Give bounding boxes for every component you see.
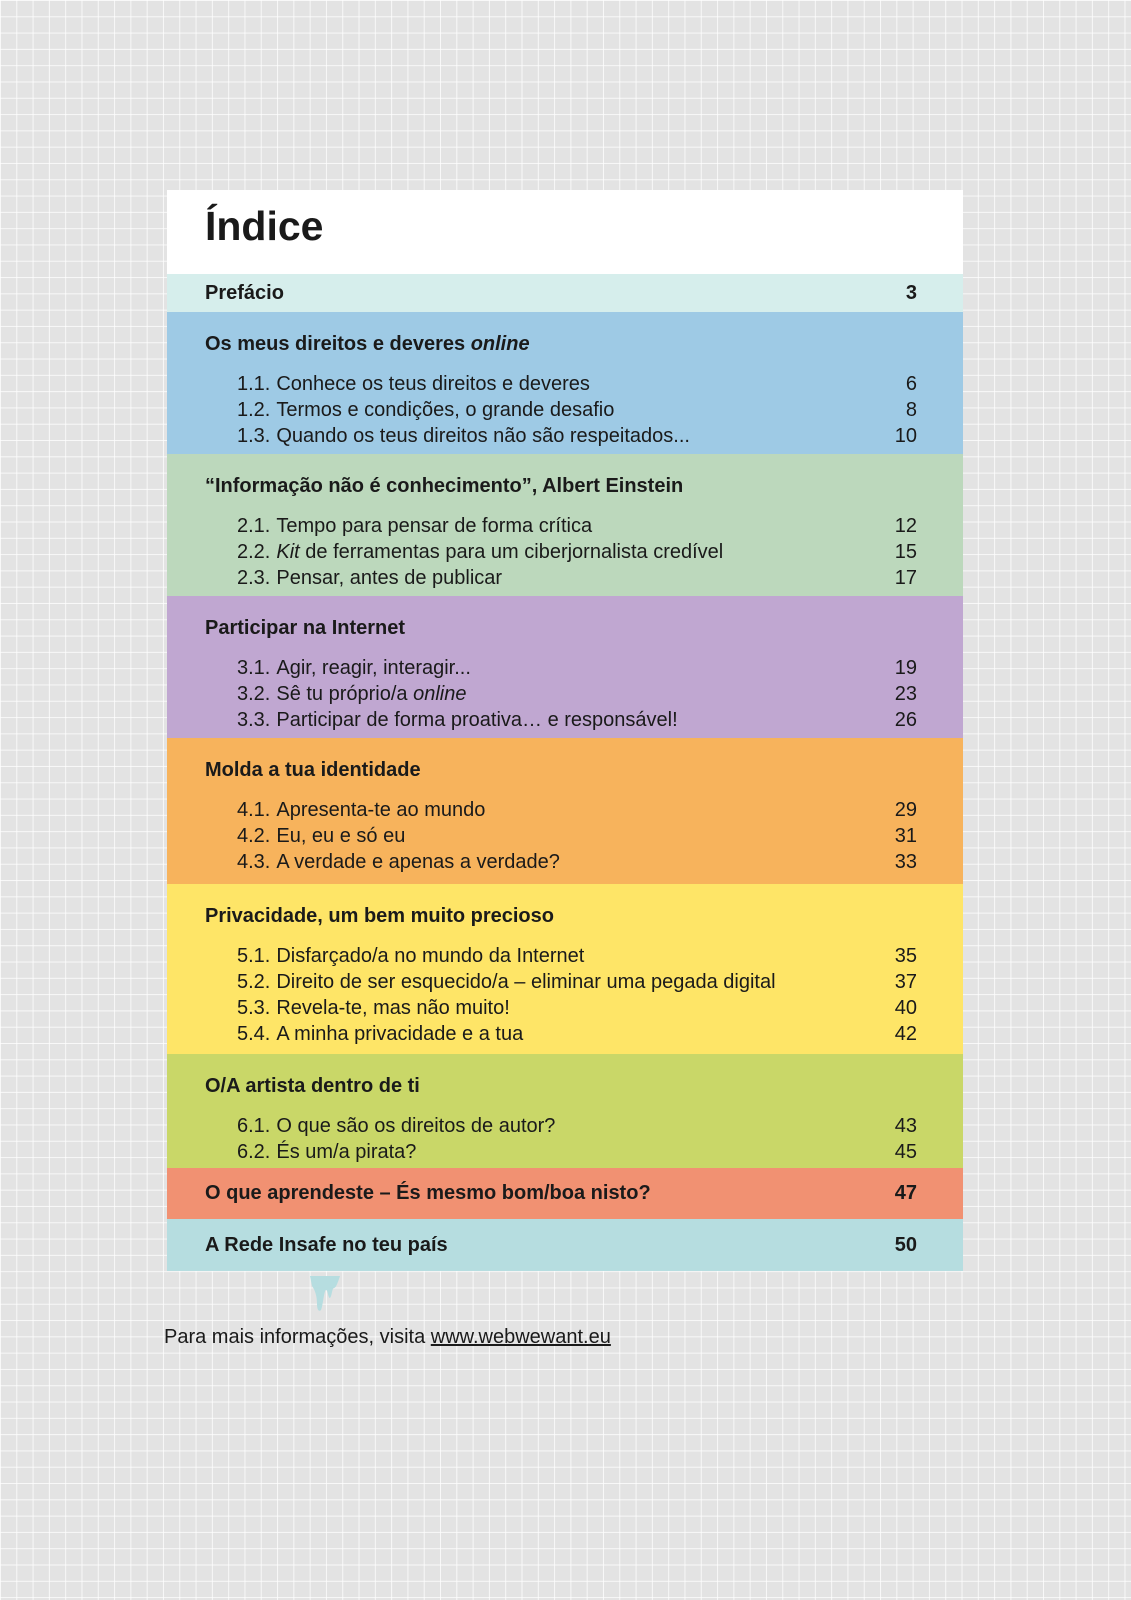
item-number: 5.3.: [237, 997, 271, 1019]
list-item[interactable]: [205, 371, 917, 397]
item-label: Tempo para pensar de forma crítica: [276, 515, 593, 537]
list-item[interactable]: [205, 539, 917, 565]
list-item[interactable]: [205, 681, 917, 707]
section-artista: [167, 1054, 963, 1168]
section-title: A Rede Insafe no teu país: [205, 1233, 448, 1256]
item-number: 5.2.: [237, 971, 271, 993]
item-label-italic: Kit: [276, 541, 300, 563]
list-item[interactable]: [205, 849, 917, 875]
item-label-italic: online: [413, 683, 467, 705]
item-label: A minha privacidade e a tua: [276, 1023, 524, 1045]
section-title[interactable]: [205, 334, 917, 356]
list-item[interactable]: [205, 397, 917, 423]
section-informacao: [167, 454, 963, 596]
page-number: 10: [894, 425, 917, 447]
section-direitos-deveres: [167, 312, 963, 454]
section-title-text: Os meus direitos e deveres: [205, 333, 471, 355]
page-number: 40: [894, 997, 917, 1019]
section-identidade: [167, 738, 963, 884]
item-label: Sê tu próprio/a: [276, 683, 414, 705]
section-title: Prefácio: [205, 281, 284, 304]
item-label: Apresenta-te ao mundo: [276, 799, 486, 821]
item-number: 4.3.: [237, 851, 271, 873]
website-link[interactable]: www.webwewant.eu: [430, 1326, 611, 1348]
page-number: 33: [894, 851, 917, 873]
list-item[interactable]: [205, 655, 917, 681]
item-label: Termos e condições, o grande desafio: [276, 399, 615, 421]
page-number: 45: [894, 1141, 917, 1163]
item-number: 1.3.: [237, 425, 271, 447]
item-number: 3.2.: [237, 683, 271, 705]
item-number: 2.1.: [237, 515, 271, 537]
page-number: 19: [894, 657, 917, 679]
item-label: Eu, eu e só eu: [276, 825, 406, 847]
item-label: És um/a pirata?: [276, 1141, 417, 1163]
item-number: 6.1.: [237, 1115, 271, 1137]
item-label: Participar de forma proativa… e responsável!: [276, 709, 678, 731]
item-label: Agir, reagir, interagir...: [276, 657, 471, 679]
page-number: 23: [894, 683, 917, 705]
page-number: 12: [894, 515, 917, 537]
item-label: A verdade e apenas a verdade?: [276, 851, 560, 873]
page-number: 8: [905, 399, 917, 421]
item-number: 4.2.: [237, 825, 271, 847]
item-number: 6.2.: [237, 1141, 271, 1163]
item-number: 3.1.: [237, 657, 271, 679]
page-number: 15: [894, 541, 917, 563]
list-item[interactable]: [205, 565, 917, 591]
item-number: 3.3.: [237, 709, 271, 731]
section-rede-insafe[interactable]: [167, 1219, 963, 1271]
list-item[interactable]: [205, 513, 917, 539]
item-label: de ferramentas para um ciberjornalista credível: [299, 541, 724, 563]
section-prefacio[interactable]: [167, 274, 963, 312]
list-item[interactable]: [205, 797, 917, 823]
paint-drip-decoration: [310, 1276, 340, 1314]
list-item[interactable]: [205, 1113, 917, 1139]
item-number: 5.4.: [237, 1023, 271, 1045]
page-number: 3: [905, 281, 917, 304]
item-label: Revela-te, mas não muito!: [276, 997, 510, 1019]
list-item[interactable]: [205, 423, 917, 449]
list-item[interactable]: [205, 707, 917, 733]
page-number: 17: [894, 567, 917, 589]
item-label: Direito de ser esquecido/a – eliminar uma pegada digital: [276, 971, 776, 993]
item-label: Conhece os teus direitos e deveres: [276, 373, 590, 395]
page-number: 31: [894, 825, 917, 847]
item-number: 4.1.: [237, 799, 271, 821]
item-number: 1.1.: [237, 373, 271, 395]
footer-note: [164, 1326, 611, 1349]
title-bar: [167, 190, 963, 274]
section-title-text: Privacidade, um bem muito precioso: [205, 905, 554, 927]
list-item[interactable]: [205, 1139, 917, 1165]
section-title-italic: online: [470, 333, 530, 355]
table-of-contents: [167, 190, 963, 1271]
list-item[interactable]: [205, 823, 917, 849]
item-label: Quando os teus direitos não são respeitados...: [276, 425, 690, 447]
list-item[interactable]: [205, 1021, 917, 1047]
section-title[interactable]: [205, 906, 917, 928]
page-number: 50: [894, 1233, 917, 1256]
item-label: O que são os direitos de autor?: [276, 1115, 556, 1137]
list-item[interactable]: [205, 943, 917, 969]
item-number: 2.2.: [237, 541, 271, 563]
section-title-text: O/A artista dentro de ti: [205, 1075, 420, 1097]
item-label: Disfarçado/a no mundo da Internet: [276, 945, 585, 967]
footer-text: Para mais informações, visita: [164, 1326, 431, 1348]
page-number: 35: [894, 945, 917, 967]
section-title[interactable]: [205, 1076, 917, 1098]
list-item[interactable]: [205, 995, 917, 1021]
page-number: 47: [894, 1182, 917, 1204]
section-participar: [167, 596, 963, 738]
section-privacidade: [167, 884, 963, 1054]
item-number: 2.3.: [237, 567, 271, 589]
item-number: 1.2.: [237, 399, 271, 421]
page-title: Índice: [205, 203, 324, 249]
page-number: 37: [894, 971, 917, 993]
section-o-que-aprendeste[interactable]: [167, 1168, 963, 1219]
section-title-text: Participar na Internet: [205, 617, 406, 639]
page-number: 42: [894, 1023, 917, 1045]
section-title[interactable]: [205, 760, 917, 782]
list-item[interactable]: [205, 969, 917, 995]
item-label: Pensar, antes de publicar: [276, 567, 503, 589]
item-number: 5.1.: [237, 945, 271, 967]
page-number: 26: [894, 709, 917, 731]
section-title[interactable]: [205, 618, 917, 640]
page-number: 6: [905, 373, 917, 395]
section-title-text: Molda a tua identidade: [205, 759, 421, 781]
page-number: 43: [894, 1115, 917, 1137]
section-title-text: “Informação não é conhecimento”, Albert Einstein: [205, 475, 684, 497]
section-title[interactable]: [205, 476, 917, 498]
section-title: O que aprendeste – És mesmo bom/boa nisto?: [205, 1182, 651, 1204]
page-number: 29: [894, 799, 917, 821]
